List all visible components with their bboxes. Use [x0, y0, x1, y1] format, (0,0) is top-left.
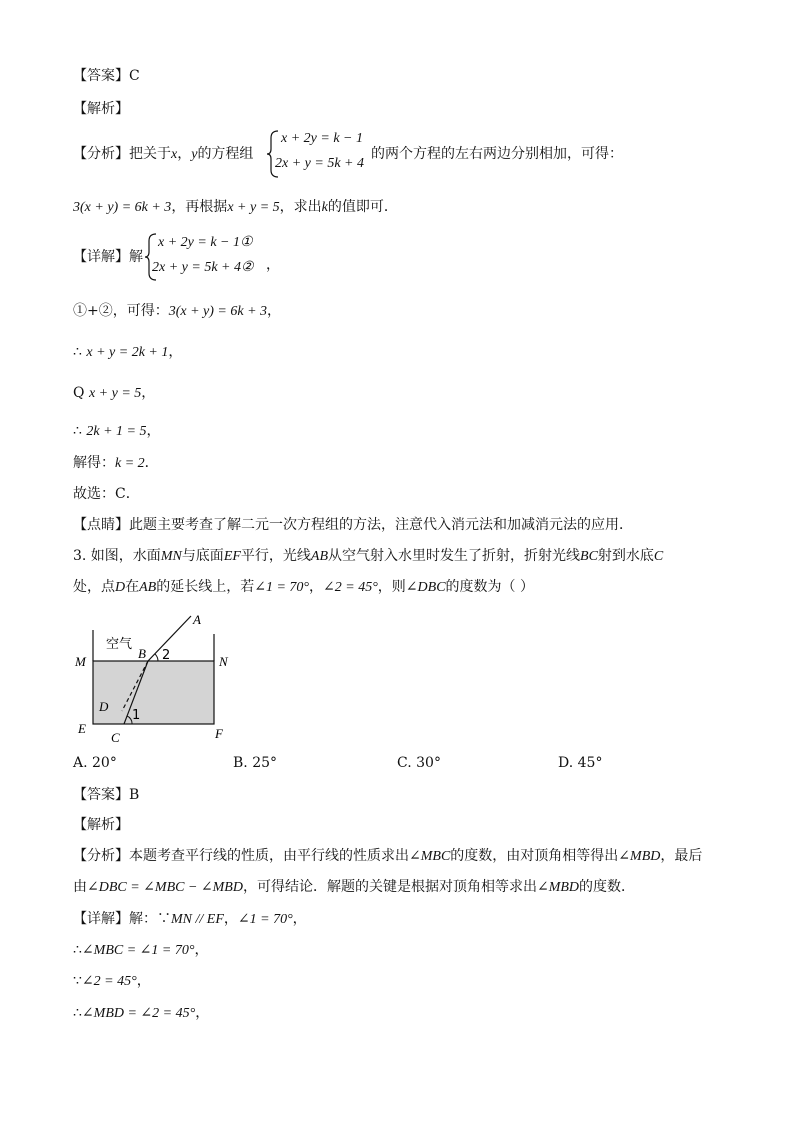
- q3-d2-math: ∠2 = 45°: [81, 974, 137, 989]
- label-E: E: [78, 721, 86, 736]
- q3-stem2-D: D: [115, 580, 126, 595]
- q3-stem2-angle1: ∠1 = 70°: [254, 580, 310, 595]
- q3-stem-text-b: 与底面: [181, 548, 224, 564]
- q3-d3-math: ∠MBD = ∠2 = 45°: [81, 1006, 196, 1021]
- q3-detail-text1: 解：∵: [129, 911, 171, 927]
- q3-stem-EF: EF: [223, 549, 241, 564]
- q3-options: [73, 755, 713, 773]
- q3-answer-value: B: [129, 787, 140, 803]
- option-b-value: 25°: [252, 755, 278, 771]
- q2-detail-eq2: 2x + y = 5k + 4②: [152, 260, 254, 275]
- q2-system-eq1: x + 2y = k − 1: [281, 131, 363, 146]
- q3-stem2-text-d: ，: [309, 579, 324, 595]
- q3-detail-step3: [73, 1004, 209, 1023]
- q2-step1-prefix: ①+②，可得：: [73, 303, 169, 319]
- q2-fenxi-text2: 的方程组: [197, 146, 254, 162]
- q3-detail-line: [73, 910, 307, 929]
- q3-stem-line1: [73, 547, 663, 566]
- q2-line2-text3: 的值即可．: [327, 199, 398, 215]
- q2-line2-text1: ，再根据: [171, 199, 228, 215]
- option-c-value: 30°: [416, 755, 441, 771]
- q3-d2-symbol: ∵: [73, 973, 82, 989]
- q2-detail-label: 【详解】: [73, 249, 129, 265]
- q3-fenxi2-math1: ∠DBC = ∠MBC − ∠MBD: [87, 880, 243, 895]
- label-N: N: [219, 654, 228, 669]
- q2-step1-end: ，: [267, 303, 282, 319]
- q3-stem2-angle2: ∠2 = 45°: [323, 580, 378, 595]
- q2-line2-math2: x + y = 5: [227, 200, 280, 215]
- q3-fenxi-line2: [73, 878, 635, 897]
- q3-stem-text-c: 平行，光线: [240, 548, 311, 564]
- q2-step5-text: 解得：: [73, 455, 115, 471]
- q3-d1-end: ，: [194, 942, 209, 958]
- angle-2-arc: [155, 654, 158, 661]
- q2-line2-text2: ，求出: [279, 199, 322, 215]
- q2-line2-math1: 3(x + y) = 6k + 3: [73, 200, 172, 215]
- q2-step3-math: x + y = 5: [88, 386, 142, 401]
- label-M: M: [75, 654, 86, 669]
- q3-stem2-AB: AB: [139, 580, 157, 595]
- q3-stem2-text-a: 处，点: [73, 579, 115, 595]
- q2-fenxi-line: [73, 145, 253, 164]
- option-a-label: A.: [73, 755, 88, 771]
- water-region: [93, 661, 214, 724]
- q3-fenxi-text3: ，最后: [660, 848, 703, 864]
- q3-d1-math: ∠MBC = ∠1 = 70°: [81, 943, 195, 958]
- q3-stem-AB: AB: [310, 549, 329, 564]
- q3-detail-label: 【详解】: [73, 911, 129, 927]
- q2-step5: [73, 454, 159, 473]
- q3-figure: [70, 608, 250, 750]
- q2-step6: 故选：C．: [73, 486, 140, 502]
- q3-fenxi2-text3: 的度数．: [579, 879, 636, 895]
- q2-answer-value: C: [129, 68, 140, 84]
- q2-fenxi-comma: ，: [177, 146, 192, 162]
- q2-fenxi-text3: 的两个方程的左右两边分别相加，可得：: [371, 146, 623, 162]
- q3-fenxi-text1: 本题考查平行线的性质，由平行线的性质求出: [129, 848, 409, 864]
- option-b[interactable]: [233, 755, 277, 771]
- q2-step5-end: ．: [144, 455, 159, 471]
- q3-detail-step1: [73, 941, 208, 960]
- label-A: A: [193, 612, 201, 627]
- q2-step4: [73, 422, 160, 441]
- q3-d1-symbol: ∴: [73, 942, 82, 958]
- q3-stem2-text-e: ，则: [377, 579, 406, 595]
- q3-fenxi2-text2: ，可得结论．解题的关键是根据对顶角相等求出: [242, 879, 537, 895]
- q2-step4-symbol: ∴: [73, 423, 82, 439]
- option-a[interactable]: [73, 755, 117, 771]
- q2-fenxi-text1: 把关于: [129, 146, 171, 162]
- q3-fenxi-line1: [73, 847, 702, 866]
- q2-dianjing-label: 【点睛】: [73, 517, 129, 533]
- option-b-label: B.: [233, 755, 248, 771]
- label-B: B: [138, 646, 146, 661]
- q3-fenxi-math1: ∠MBC: [409, 849, 451, 864]
- q3-stem-text-e: 射到水底: [597, 548, 654, 564]
- label-air: 空气: [106, 637, 133, 652]
- q3-stem-line2: [73, 578, 534, 597]
- q3-fenxi-math2: ∠MBD: [618, 849, 661, 864]
- q3-answer-label: 【答案】: [73, 787, 129, 803]
- q2-step2: [73, 343, 182, 362]
- q2-fenxi-y: y: [191, 147, 198, 162]
- q2-step4-end: ，: [146, 423, 161, 439]
- q2-detail-jie: 解: [129, 249, 143, 265]
- q2-answer-line: [73, 67, 140, 85]
- q3-stem-text-d: 从空气射入水里时发生了折射，折射光线: [328, 548, 581, 564]
- q2-detail-comma: ，: [266, 257, 280, 273]
- label-D: D: [99, 699, 109, 714]
- option-a-value: 20°: [92, 755, 117, 771]
- q2-step4-math: 2k + 1 = 5: [86, 424, 147, 439]
- label-F: F: [215, 726, 223, 741]
- q2-step5-math: k = 2: [115, 456, 145, 471]
- q2-step3-end: ，: [141, 385, 156, 401]
- label-angle-1: 1: [132, 708, 141, 723]
- q3-stem-C: C: [653, 549, 664, 564]
- q3-fenxi2-math2: ∠MBD: [536, 880, 580, 895]
- q3-d3-end: ，: [195, 1005, 210, 1021]
- q3-analysis-label: 【解析】: [73, 817, 129, 833]
- q3-d3-symbol: ∴: [73, 1005, 82, 1021]
- q3-stem2-text-f: 的度数为（ ）: [445, 579, 534, 595]
- q3-detail-math1: MN // EF: [171, 912, 224, 927]
- q2-step2-end: ，: [168, 344, 183, 360]
- q2-analysis-label: 【解析】: [73, 101, 129, 117]
- q3-stem-BC: BC: [580, 549, 598, 564]
- q2-step1: [73, 302, 281, 321]
- q3-stem2-text-c: 的延长线上，若: [156, 579, 255, 595]
- q2-fenxi-line2: [73, 198, 398, 217]
- option-d-value: 45°: [577, 755, 603, 771]
- q2-line2-k: k: [321, 200, 328, 215]
- option-d-label: D.: [558, 755, 574, 771]
- q3-fenxi-text2: 的度数，由对顶角相等得出: [450, 848, 619, 864]
- q2-dianjing-text: 此题主要考查了解二元一次方程组的方法，注意代入消元法和加减消元法的应用．: [129, 517, 633, 533]
- q3-fenxi-label: 【分析】: [73, 848, 129, 864]
- q3-detail-text3: ，: [292, 911, 307, 927]
- q3-stem2-text-b: 在: [125, 579, 140, 595]
- q3-detail-math2: ∠1 = 70°: [237, 912, 293, 927]
- q2-step2-math: x + y = 2k + 1: [86, 345, 169, 360]
- q3-stem-MN: MN: [160, 549, 182, 564]
- q2-fenxi-label: 【分析】: [73, 146, 129, 162]
- q3-fenxi2-text1: 由: [73, 879, 87, 895]
- option-d[interactable]: [558, 755, 602, 771]
- q3-stem2-angleDBC: ∠DBC: [405, 580, 446, 595]
- q2-detail-line: [73, 248, 143, 266]
- q2-step3: [73, 384, 155, 403]
- q2-step2-symbol: ∴: [73, 344, 82, 360]
- label-C: C: [111, 730, 120, 745]
- option-c-label: C.: [397, 755, 412, 771]
- q2-step3-symbol: Q: [73, 385, 85, 401]
- q3-answer-line: [73, 786, 139, 804]
- label-angle-2: 2: [162, 648, 171, 663]
- q3-detail-text2: ，: [223, 911, 238, 927]
- q3-stem-text-a: 3. 如图，水面: [73, 548, 161, 564]
- option-c[interactable]: [397, 755, 441, 771]
- q3-detail-step2: [73, 972, 151, 991]
- q2-system-eq2: 2x + y = 5k + 4: [275, 156, 364, 171]
- q2-answer-label: 【答案】: [73, 68, 129, 84]
- q2-dianjing: [73, 516, 633, 534]
- q2-fenxi-x: x: [171, 147, 178, 162]
- q2-step1-math: 3(x + y) = 6k + 3: [168, 304, 268, 319]
- q2-detail-eq1: x + 2y = k − 1①: [158, 235, 253, 250]
- q3-d2-end: ，: [136, 973, 151, 989]
